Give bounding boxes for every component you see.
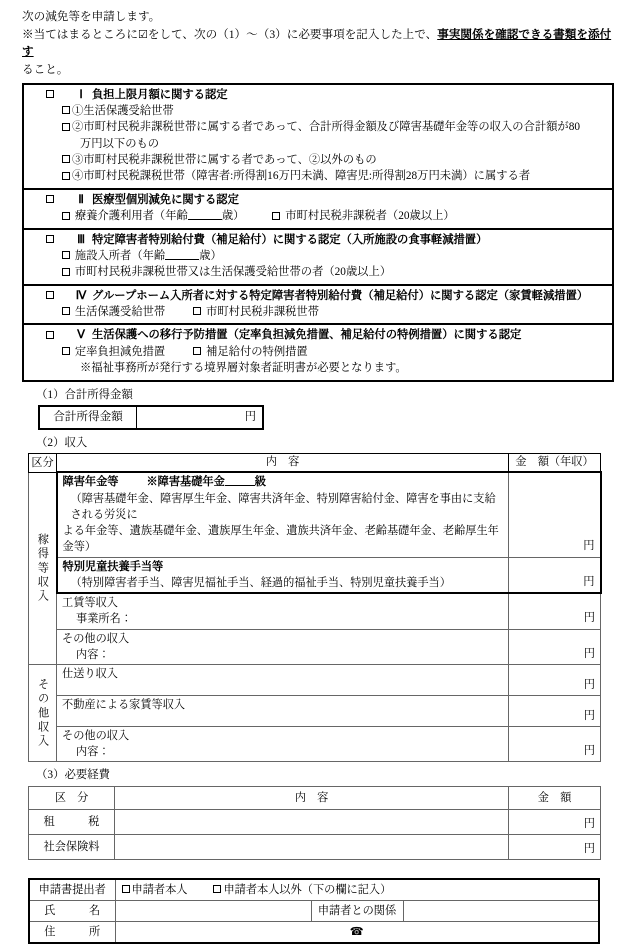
section-I-item-3-label: ③市町村民税非課税世帯に属する者であって、②以外のもの [72, 154, 377, 167]
section-I-item-1-label: ①生活保護受給世帯 [72, 104, 174, 117]
section-IV-items [28, 304, 608, 320]
income-row-7-unit: 円 [583, 745, 595, 758]
intro-line-3: ること。 [22, 62, 69, 76]
expenses-row-1-amount-cell[interactable] [509, 809, 601, 834]
section-IV-item-1-label: 生活保護受給世帯 [74, 306, 166, 319]
intro-block [22, 8, 614, 79]
section-IV-numeral: Ⅳ [75, 289, 87, 302]
section-V-numeral: Ⅴ [77, 329, 85, 342]
intro-line-2-b: をして、次の（1）～（3）に必要事項を記入した上で、 [147, 27, 438, 41]
income-row-1-unit: 円 [583, 540, 595, 553]
submitter-options [115, 879, 599, 901]
table-row [29, 664, 601, 695]
income-row-1-content [57, 472, 509, 557]
section-I-item-2-cont [28, 136, 608, 152]
expenses-row-1-label: 租 税 [29, 809, 115, 834]
section-III-item-1-post: 歳） [199, 249, 222, 262]
section-IV-header [28, 288, 608, 304]
income-row-5-title: 仕送り収入 [62, 667, 118, 680]
table-row [29, 557, 601, 593]
income-header-kingaku: 金 額（年収） [509, 454, 601, 473]
section-II-items [28, 208, 608, 224]
checkbox-section-IV[interactable] [46, 291, 54, 299]
income-row-1-amount-cell[interactable] [509, 472, 601, 557]
table-row [29, 629, 601, 664]
income-row-7-body-1: 内容： [76, 746, 110, 759]
income-caption: （2）収入 [36, 436, 88, 449]
total-income-label: 合計所得金額 [39, 406, 137, 429]
section-I [24, 85, 612, 190]
checkbox-II-2[interactable] [272, 212, 280, 220]
income-row-6-amount-cell[interactable] [509, 695, 601, 726]
section-III-numeral: Ⅲ [77, 233, 85, 246]
section-III-item-1-pre: 施設入所者（年齢 [74, 249, 166, 262]
section-II [24, 190, 612, 230]
income-row-1-title-line [63, 474, 506, 490]
intro-line-2-a: ※当てはまるところに [22, 27, 138, 41]
section-V [24, 325, 612, 379]
income-row-4-amount-cell[interactable] [509, 629, 601, 664]
pension-grade-input[interactable] [225, 474, 255, 486]
age-input-II[interactable] [188, 208, 222, 220]
checkbox-I-4[interactable] [62, 172, 70, 180]
checkbox-applicant-self[interactable] [122, 885, 130, 893]
income-row-2-unit: 円 [583, 575, 595, 588]
income-row-7-content [57, 726, 509, 761]
income-row-6-title: 不動産による家賃等収入 [62, 698, 186, 711]
section-II-item-1-pre: 療養介護利用者（年齢 [74, 210, 188, 223]
expenses-row-2-content[interactable] [115, 834, 509, 859]
income-row-1-note-pre: ※障害基礎年金 [146, 476, 225, 489]
income-row-5-amount-cell[interactable] [509, 664, 601, 695]
checked-box-icon: ☑ [137, 27, 148, 41]
section-II-item-2-label: 市町村民税非課税者（20歳以上） [285, 210, 455, 223]
checkbox-section-I[interactable] [46, 90, 54, 98]
checkbox-III-2[interactable] [62, 268, 70, 276]
checkbox-section-III[interactable] [46, 235, 54, 243]
table-row [29, 593, 601, 629]
income-table-header-row [29, 454, 601, 473]
section-III-item-1 [28, 248, 608, 264]
income-row-6-content [57, 695, 509, 726]
table-row [29, 879, 599, 901]
total-income-unit: 円 [244, 411, 256, 424]
section-I-numeral: Ⅰ [79, 88, 83, 101]
checkbox-I-3[interactable] [62, 155, 70, 163]
checkbox-V-1[interactable] [62, 347, 70, 355]
section-I-item-4 [28, 168, 608, 184]
certification-categories-block [22, 83, 614, 382]
section-V-item-1-label: 定率負担減免措置 [74, 345, 166, 358]
section-IV-title: グループホーム入所者に対する特定障害者特別給付費（補足給付）に関する認定（家賃軽減措置） [92, 289, 589, 302]
income-row-2-body-1: （特別障害者手当、障害児福祉手当、経過的福祉手当、特別児童扶養手当） [70, 576, 451, 589]
income-row-3-content [57, 593, 509, 629]
income-row-1-body-1: （障害基礎年金、障害厚生年金、障害共済年金、特別障害給付金、障害を事由に支給される労災に [70, 492, 496, 521]
section-I-item-4-label: ④市町村民税課税世帯（障害者:所得割16万円未満、障害児:所得割28万円未満）に属する者 [72, 170, 531, 183]
section-III [24, 230, 612, 286]
income-row-5-content [57, 664, 509, 695]
table-row [29, 726, 601, 761]
income-table [28, 453, 602, 762]
checkbox-section-II[interactable] [46, 195, 54, 203]
income-row-4-title: その他の収入 [62, 632, 130, 645]
section-I-header [28, 87, 608, 103]
income-row-2-content [57, 557, 509, 593]
section-I-item-2-label: ②市町村民税非課税世帯に属する者であって、合計所得金額及び障害基礎年金等の収入の合計額が80 [72, 121, 581, 134]
checkbox-V-2[interactable] [193, 347, 201, 355]
section-I-item-2 [28, 119, 608, 135]
section-I-item-1 [28, 103, 608, 119]
income-row-1-note-post: 級 [254, 476, 266, 489]
income-row-3-amount-cell[interactable] [509, 593, 601, 629]
section-I-title: 負担上限月額に関する認定 [92, 88, 228, 101]
section-IV-item-2-label: 市町村民税非課税世帯 [206, 306, 320, 319]
income-group-2-label: その他収入 [29, 664, 57, 761]
section-II-header [28, 192, 608, 208]
section-III-header [28, 232, 608, 248]
name-label: 氏 名 [29, 900, 115, 921]
total-income-table [38, 405, 264, 430]
income-row-7-title: その他の収入 [62, 729, 130, 742]
address-value-cell[interactable] [115, 921, 599, 943]
section-V-title: 生活保護への移行予防措置（定率負担減免措置、補足給付の特例措置）に関する認定 [92, 329, 522, 342]
table-row [29, 695, 601, 726]
section-II-item-1-post: 歳） [221, 210, 245, 223]
expenses-table [28, 786, 601, 860]
section-III-item-2-label: 市町村民税非課税世帯又は生活保護受給世帯の者（20歳以上） [74, 266, 392, 279]
checkbox-I-2[interactable] [62, 123, 70, 131]
section-I-item-2-cont-label: 万円以下のもの [80, 137, 160, 150]
expenses-header-naiyou: 内 容 [115, 786, 509, 809]
address-label: 住 所 [29, 921, 115, 943]
income-row-4-body-1: 内容： [76, 648, 110, 661]
applicant-table [28, 878, 600, 944]
table-row [29, 809, 601, 834]
submitter-option-self: 申請者本人 [131, 883, 188, 896]
expenses-row-2-label: 社会保険料 [29, 834, 115, 859]
section-V-note: ※福祉事務所が発行する境界層対象者証明書が必要となります。 [80, 362, 407, 375]
expenses-header-kingaku: 金 額 [509, 786, 601, 809]
age-input-III[interactable] [165, 248, 199, 260]
table-row [29, 921, 599, 943]
income-row-2-title: 特別児童扶養手当等 [62, 560, 164, 573]
relation-value[interactable] [403, 900, 599, 921]
section-II-title: 医療型個別減免に関する認定 [92, 193, 239, 206]
checkbox-section-V[interactable] [46, 331, 54, 339]
checkbox-II-1[interactable] [62, 212, 70, 220]
table-row [39, 406, 263, 429]
intro-line-2 [22, 26, 614, 61]
expenses-caption: （3）必要経費 [36, 769, 111, 782]
expenses-row-1-unit: 円 [583, 817, 595, 830]
intro-line-1: 次の減免等を申請します。 [22, 10, 161, 23]
name-value[interactable] [115, 900, 311, 921]
submitter-option-other: 申請者本人以外（下の欄に記入） [223, 883, 392, 896]
total-income-value-cell[interactable] [137, 406, 264, 429]
checkbox-III-1[interactable] [62, 251, 70, 259]
income-row-4-content [57, 629, 509, 664]
checkbox-I-1[interactable] [62, 106, 70, 114]
table-row [29, 900, 599, 921]
expenses-row-1-content[interactable] [115, 809, 509, 834]
income-row-1-title: 障害年金等 [62, 476, 119, 489]
income-row-5-unit: 円 [583, 678, 595, 691]
section-V-item-2-label: 補足給付の特例措置 [206, 345, 308, 358]
intro-emphasis: 事実関係を確認できる書類を添付す [22, 27, 612, 59]
submitter-label: 申請書提出者 [29, 879, 115, 901]
income-row-7-amount-cell[interactable] [509, 726, 601, 761]
income-row-3-body-1: 事業所名： [76, 613, 132, 626]
expenses-header-kubun: 区 分 [29, 786, 115, 809]
relation-label: 申請者との関係 [311, 900, 403, 921]
section-V-items [28, 344, 608, 360]
income-row-3-unit: 円 [583, 612, 595, 625]
checkbox-applicant-other[interactable] [213, 885, 221, 893]
checkbox-IV-2[interactable] [193, 307, 201, 315]
section-IV [24, 286, 612, 326]
income-header-kubun: 区分 [29, 454, 57, 473]
section-III-item-2 [28, 264, 608, 280]
telephone-icon: ☎ [349, 924, 364, 938]
table-row [29, 834, 601, 859]
income-row-6-unit: 円 [583, 709, 595, 722]
income-row-1-body-2: よる年金等、遺族基礎年金、遺族厚生年金、遺族共済年金、老齢基礎年金、老齢厚生年金等） [62, 525, 499, 554]
section-I-item-3 [28, 152, 608, 168]
income-group-1-label: 稼得等収入 [29, 472, 57, 664]
income-row-4-unit: 円 [583, 647, 595, 660]
checkbox-IV-1[interactable] [62, 307, 70, 315]
income-row-3-title: 工賃等収入 [62, 597, 118, 610]
section-V-header [28, 327, 608, 343]
expenses-table-header-row [29, 786, 601, 809]
section-III-title: 特定障害者特別給付費（補足給付）に関する認定（入所施設の食事軽減措置） [92, 233, 488, 246]
expenses-row-2-unit: 円 [583, 842, 595, 855]
income-row-2-amount-cell[interactable] [509, 557, 601, 593]
section-II-numeral: Ⅱ [78, 193, 84, 206]
income-header-naiyou: 内 容 [57, 454, 509, 473]
total-income-caption: （1）合計所得金額 [36, 388, 133, 401]
table-row [29, 472, 601, 557]
expenses-row-2-amount-cell[interactable] [509, 834, 601, 859]
